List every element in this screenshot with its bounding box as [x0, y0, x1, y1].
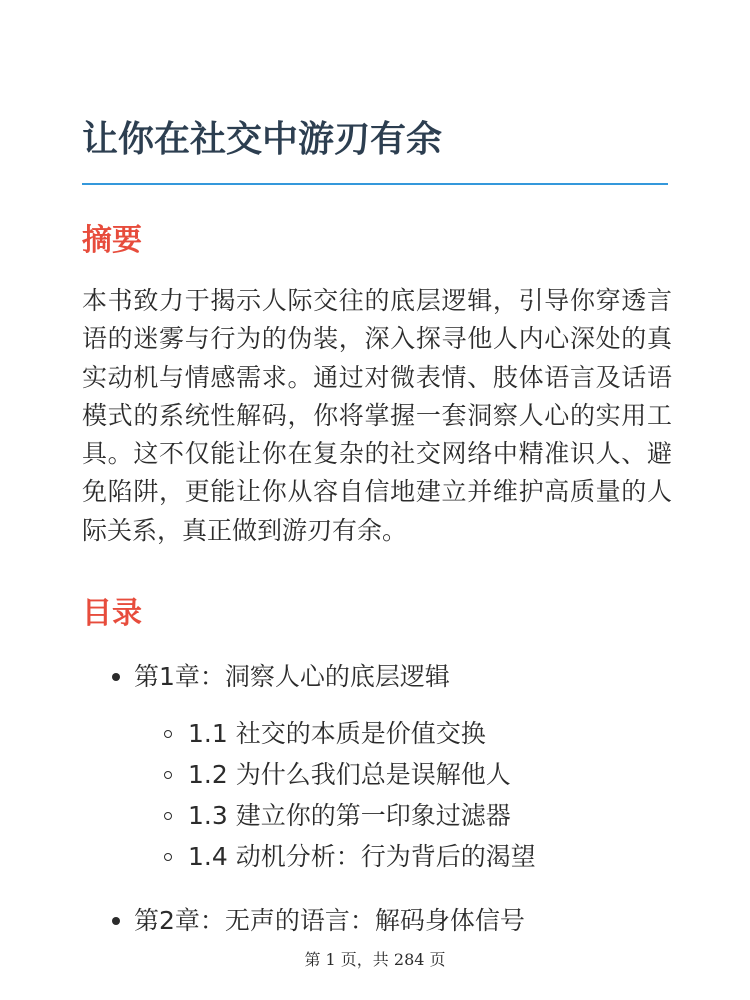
toc-section-item[interactable]: 1.1 社交的本质是价值交换 — [188, 719, 486, 748]
section-bullet-icon — [164, 812, 172, 820]
section-bullet-icon — [164, 771, 172, 779]
chapter-bullet-icon — [112, 917, 120, 925]
toc-section-item[interactable]: 1.4 动机分析：行为背后的渴望 — [188, 842, 536, 871]
toc-chapter-item[interactable]: 第2章：无声的语言：解码身体信号 — [134, 906, 525, 935]
toc-section-item[interactable]: 1.2 为什么我们总是误解他人 — [188, 760, 511, 789]
page-footer: 第 1 页，共 284 页 — [304, 950, 446, 969]
toc-section-item[interactable]: 1.3 建立你的第一印象过滤器 — [188, 801, 511, 830]
toc-heading: 目录 — [82, 596, 142, 631]
abstract-paragraph: 本书致力于揭示人际交往的底层逻辑，引导你穿透言语的迷雾与行为的伪装，深入探寻他人内心深处的真实动机与情感需求。通过对微表情、肢体语言及话语模式的系统性解码，你将掌握一套洞察人心的实用工具。这不仅能让你在复杂的社交网络中精准识人、避免陷阱，更能让你从容自信地建立并维护高质量的人际关系，真正做到游刃有余。 — [82, 286, 672, 545]
abstract-heading: 摘要 — [82, 223, 142, 258]
section-bullet-icon — [164, 730, 172, 738]
section-bullet-icon — [164, 853, 172, 861]
chapter-bullet-icon — [112, 673, 120, 681]
toc-chapter-item[interactable]: 第1章：洞察人心的底层逻辑 — [134, 662, 450, 691]
document-title: 让你在社交中游刃有余 — [82, 119, 443, 160]
